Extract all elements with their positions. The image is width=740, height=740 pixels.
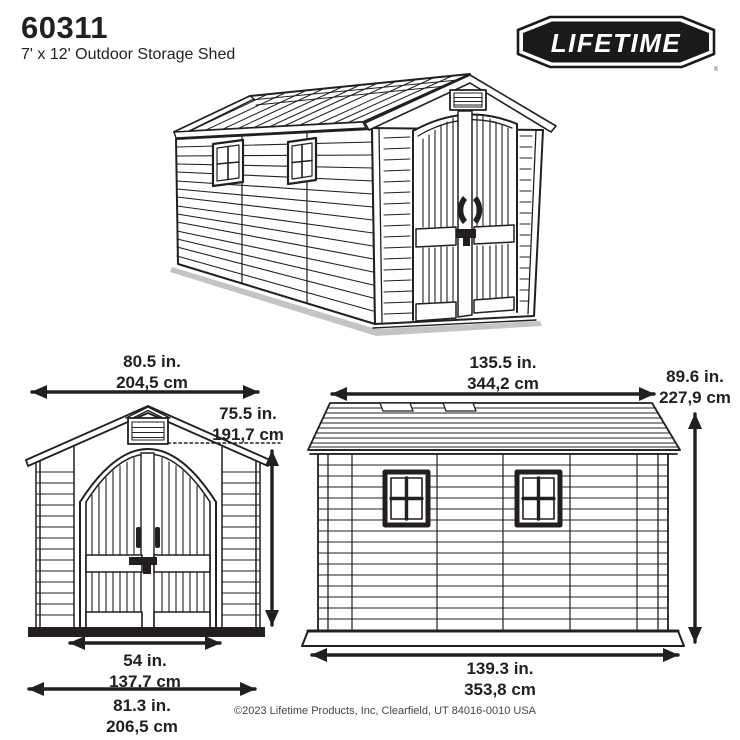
brand-logo <box>516 14 718 72</box>
left-wall <box>176 129 375 324</box>
copyright-text: ©2023 Lifetime Products, Inc, Clearfield, UT 84016-0010 USA <box>234 705 537 717</box>
side-window-b <box>517 472 560 525</box>
side-base-width-label: 139.3 in. 353,8 cm <box>464 659 536 699</box>
front-vent <box>128 418 168 444</box>
model-number: 60311 <box>21 10 108 45</box>
front-door-width-label: 54 in. 137,7 cm <box>109 651 181 691</box>
side-wall <box>318 454 668 631</box>
side-window-a <box>385 472 428 525</box>
side-height-label: 89.6 in. 227,9 cm <box>659 367 731 407</box>
front-doors <box>80 449 216 628</box>
front-roof-width-label: 80.5 in. 204,5 cm <box>116 352 188 392</box>
side-roof <box>308 403 680 454</box>
side-window-2 <box>288 138 316 184</box>
front-base-width-label: 81.3 in. 206,5 cm <box>106 696 178 736</box>
double-doors <box>413 111 517 321</box>
skylight-1 <box>380 403 413 411</box>
front-door-handle-right <box>155 527 160 548</box>
perspective-view-drawing <box>160 66 580 356</box>
front-base <box>28 627 265 637</box>
logo-text: LIFETIME <box>550 28 682 58</box>
logo-badge <box>518 17 714 67</box>
logo-registered-mark: ® <box>714 67 718 72</box>
side-roof-width-label: 135.5 in. 344,2 cm <box>467 353 539 393</box>
gable-vent <box>450 90 486 110</box>
front-height-label: 75.5 in. 191,7 cm <box>212 404 284 444</box>
side-window-1 <box>213 140 243 186</box>
front-door-handle-left <box>136 527 141 548</box>
header-title-block <box>21 12 235 65</box>
front-door-center-stile <box>141 453 154 628</box>
side-base <box>302 631 684 646</box>
skylight-2 <box>443 403 476 411</box>
product-subtitle: 7' x 12' Outdoor Storage Shed <box>21 46 236 63</box>
